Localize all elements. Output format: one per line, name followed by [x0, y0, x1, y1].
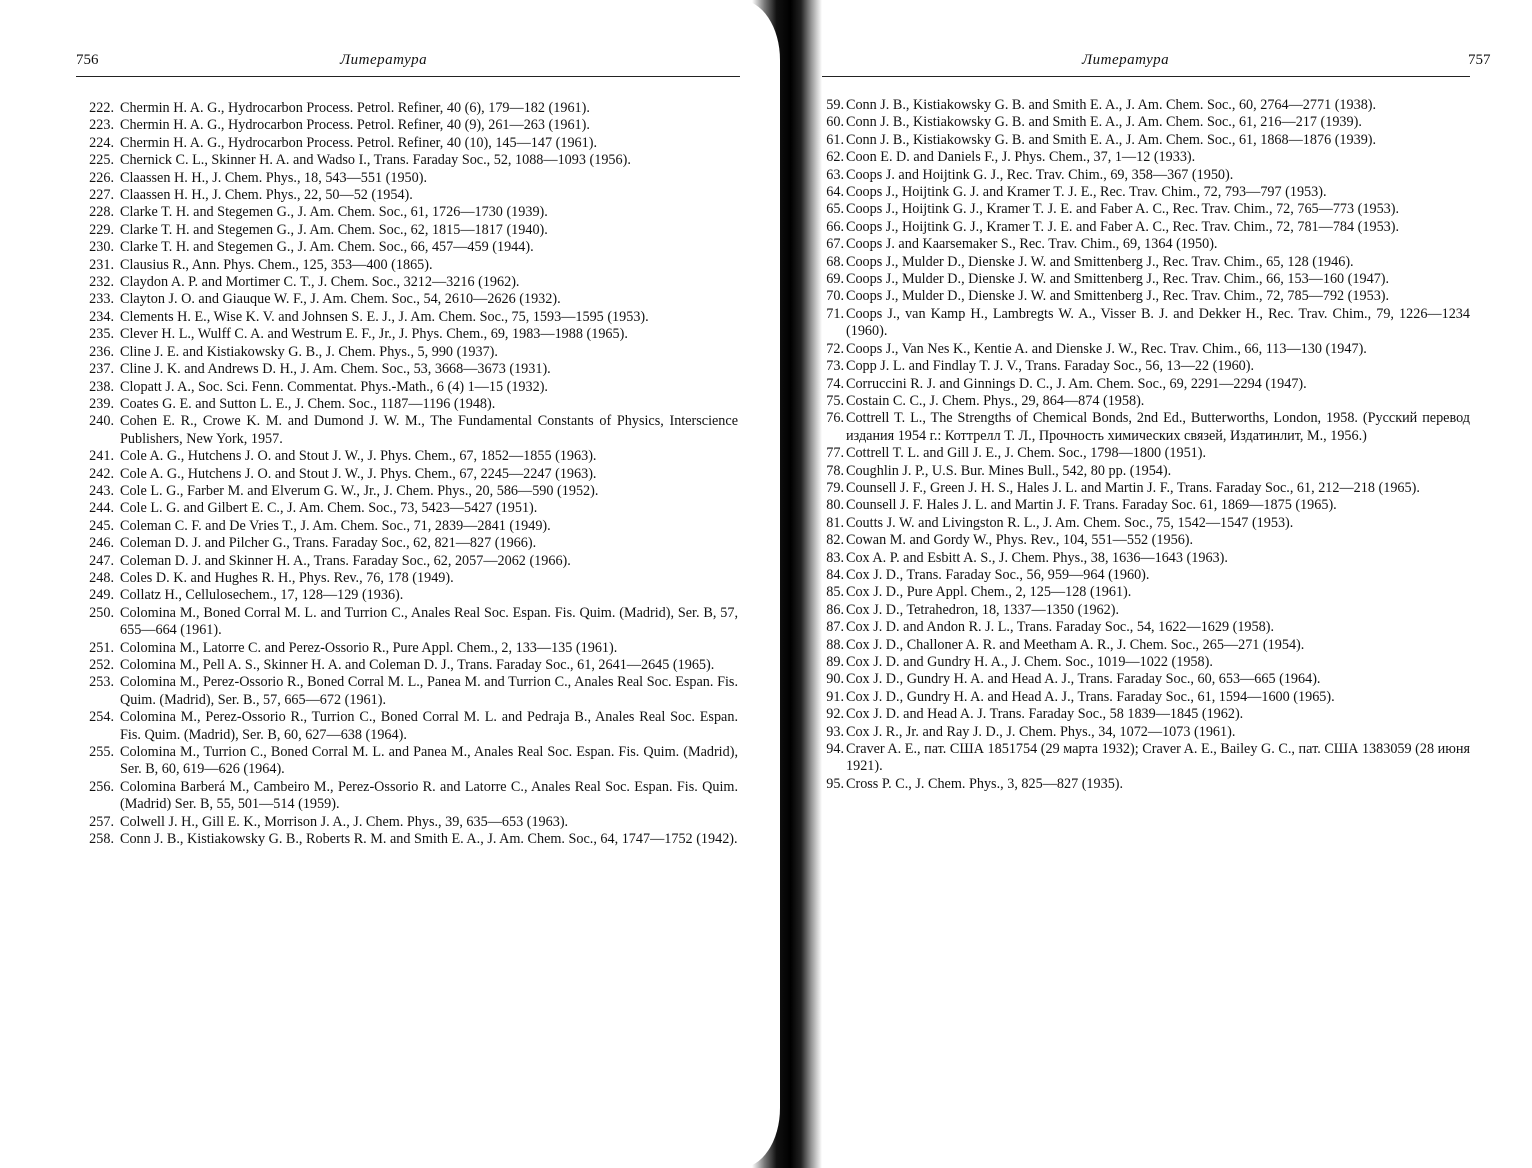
- reference-text: Coops J., Van Nes K., Kentie A. and Dienske J. W., Rec. Trav. Chim., 66, 113—130 (1947).: [846, 340, 1367, 357]
- reference-entry: [76, 553, 738, 570]
- reference-text: Coops J., Hoijtink G. J., Kramer T. J. E. and Faber A. C., Rec. Trav. Chim., 72, 781—784 (1953).: [846, 218, 1400, 235]
- reference-number: 237.: [89, 361, 114, 378]
- reference-entry: [76, 814, 738, 831]
- reference-text: Colomina M., Perez-Ossorio R., Boned Corral M. L., Panea M. and Turrion C., Anales Real Soc. Espan. Fis. Quim. (Madrid), Ser. B., 57, 665—672 (1961).: [120, 674, 738, 708]
- reference-number: 89.: [826, 654, 844, 670]
- reference-number: 66.: [826, 218, 844, 235]
- reference-entry: [76, 587, 738, 604]
- reference-text: Coon E. D. and Daniels F., J. Phys. Chem., 37, 1—12 (1933).: [846, 149, 1196, 166]
- reference-text: Cole L. G. and Gilbert E. C., J. Am. Chem. Soc., 73, 5423—5427 (1951).: [120, 500, 538, 517]
- page-number: 757: [1468, 52, 1491, 68]
- reference-number: 245.: [89, 517, 114, 534]
- reference-entry: [800, 706, 1470, 723]
- reference-entry: [76, 222, 738, 239]
- reference-number: 70.: [826, 288, 844, 305]
- reference-text: Cox J. D., Challoner A. R. and Meetham A. R., J. Chem. Soc., 265—271 (1954).: [846, 636, 1305, 653]
- reference-entry: [800, 689, 1470, 706]
- reference-text: Cox J. D., Trans. Faraday Soc., 56, 959—964 (1960).: [846, 566, 1150, 583]
- reference-text: Copp J. L. and Findlay T. J. V., Trans. Faraday Soc., 56, 13—22 (1960).: [846, 358, 1255, 375]
- reference-text: Coleman D. J. and Pilcher G., Trans. Faraday Soc., 62, 821—827 (1966).: [120, 535, 537, 552]
- reference-entry: [76, 448, 738, 465]
- reference-number: 67.: [826, 236, 844, 253]
- header-rule: [76, 76, 740, 77]
- reference-entry: [76, 709, 738, 744]
- right-page: [800, 0, 1532, 1168]
- reference-number: 232.: [89, 274, 114, 291]
- reference-text: Conn J. B., Kistiakowsky G. B., Roberts R. M. and Smith E. A., J. Am. Chem. Soc., 64, 1747—1752 (1942).: [120, 831, 738, 848]
- reference-number: 94.: [826, 741, 844, 758]
- reference-entry: [800, 776, 1470, 793]
- reference-entry: [800, 463, 1470, 480]
- reference-number: 93.: [826, 723, 844, 740]
- reference-text: Cross P. C., J. Chem. Phys., 3, 825—827 (1935).: [846, 775, 1124, 792]
- reference-entry: [76, 657, 738, 674]
- reference-entry: [800, 358, 1470, 375]
- reference-number: 90.: [826, 671, 844, 688]
- reference-number: 243.: [89, 482, 114, 499]
- reference-list: [76, 100, 738, 848]
- reference-text: Cole A. G., Hutchens J. O. and Stout J. W., J. Phys. Chem., 67, 2245—2247 (1963).: [120, 465, 597, 482]
- reference-text: Colomina M., Boned Corral M. L. and Turrion C., Anales Real Soc. Espan. Fis. Quim. (Madrid), Ser. B, 57, 655—664 (1961).: [120, 604, 738, 639]
- reference-text: Coops J., Hoijtink G. J., Kramer T. J. E. and Faber A. C., Rec. Trav. Chim., 72, 765—773 (1953).: [846, 201, 1400, 218]
- reference-number: 60.: [826, 114, 844, 131]
- reference-number: 85.: [826, 584, 844, 601]
- reference-entry: [76, 413, 738, 448]
- reference-entry: [800, 741, 1470, 776]
- reference-entry: [76, 152, 738, 169]
- reference-number: 236.: [89, 343, 114, 360]
- reference-text: Clausius R., Ann. Phys. Chem., 125, 353—400 (1865).: [120, 256, 433, 273]
- reference-text: Chermin H. A. G., Hydrocarbon Process. Petrol. Refiner, 40 (6), 179—182 (1961).: [120, 100, 590, 116]
- reference-text: Coops J., Mulder D., Dienske J. W. and Smittenberg J., Rec. Trav. Chim., 65, 128 (1946).: [846, 253, 1354, 270]
- reference-entry: [800, 480, 1470, 497]
- reference-text: Coops J., Mulder D., Dienske J. W. and Smittenberg J., Rec. Trav. Chim., 66, 153—160 (1947).: [846, 271, 1390, 288]
- reference-number: 78.: [826, 462, 844, 479]
- reference-text: Costain C. C., J. Chem. Phys., 29, 864—874 (1958).: [846, 392, 1145, 409]
- reference-number: 92.: [826, 706, 844, 723]
- reference-text: Cline J. K. and Andrews D. H., J. Am. Chem. Soc., 53, 3668—3673 (1931).: [120, 361, 551, 378]
- reference-text: Cox J. D., Pure Appl. Chem., 2, 125—128 (1961).: [846, 584, 1132, 601]
- reference-number: 234.: [89, 308, 114, 325]
- reference-number: 244.: [89, 500, 114, 517]
- reference-number: 247.: [89, 552, 114, 569]
- reference-number: 258.: [89, 831, 114, 848]
- reference-text: Clever H. L., Wulff C. A. and Westrum E. F., Jr., J. Phys. Chem., 69, 1983—1988 (1965).: [120, 326, 628, 343]
- reference-entry: [76, 135, 738, 152]
- reference-text: Colwell J. H., Gill E. K., Morrison J. A., J. Chem. Phys., 39, 635—653 (1963).: [120, 813, 569, 830]
- reference-number: 73.: [826, 358, 844, 375]
- reference-number: 238.: [89, 378, 114, 395]
- reference-entry: [800, 114, 1470, 131]
- reference-number: 251.: [89, 639, 114, 656]
- reference-text: Counsell J. F., Green J. H. S., Hales J. L. and Martin J. F., Trans. Faraday Soc., 61, 212—218 (1965).: [846, 479, 1420, 496]
- reference-number: 63.: [826, 166, 844, 183]
- reference-number: 77.: [826, 445, 844, 462]
- reference-number: 84.: [826, 566, 844, 583]
- reference-entry: [76, 274, 738, 291]
- reference-text: Cox J. D. and Gundry H. A., J. Chem. Soc., 1019—1022 (1958).: [846, 654, 1213, 670]
- reference-text: Cowan M. and Gordy W., Phys. Rev., 104, 551—552 (1956).: [846, 532, 1194, 549]
- reference-text: Cole L. G., Farber M. and Elverum G. W., Jr., J. Chem. Phys., 20, 586—590 (1952).: [120, 482, 599, 499]
- reference-entry: [800, 602, 1470, 619]
- reference-text: Clopatt J. A., Soc. Sci. Fenn. Commentat. Phys.-Math., 6 (4) 1—15 (1932).: [120, 378, 548, 395]
- reference-entry: [76, 361, 738, 378]
- reference-entry: [76, 570, 738, 587]
- reference-text: Coutts J. W. and Livingston R. L., J. Am. Chem. Soc., 75, 1542—1547 (1953).: [846, 514, 1294, 531]
- reference-text: Claydon A. P. and Mortimer C. T., J. Chem. Soc., 3212—3216 (1962).: [120, 274, 520, 291]
- reference-number: 230.: [89, 239, 114, 256]
- reference-number: 74.: [826, 375, 844, 392]
- reference-entry: [76, 500, 738, 517]
- reference-text: Clements H. E., Wise K. V. and Johnsen S. E. J., J. Am. Chem. Soc., 75, 1593—1595 (1953).: [120, 308, 649, 325]
- reference-text: Craver A. E., пат. США 1851754 (29 марта 1932); Craver A. E., Bailey G. C., пат. США 1383059 (28 июня 1921).: [846, 741, 1470, 775]
- reference-number: 62.: [826, 149, 844, 166]
- reference-number: 250.: [89, 604, 114, 621]
- reference-text: Conn J. B., Kistiakowsky G. B. and Smith E. A., J. Am. Chem. Soc., 61, 1868—1876 (1939).: [846, 131, 1377, 148]
- reference-list: [800, 97, 1470, 793]
- reference-number: 76.: [826, 410, 844, 427]
- reference-number: 65.: [826, 201, 844, 218]
- reference-entry: [76, 100, 738, 117]
- reference-number: 256.: [89, 778, 114, 795]
- reference-entry: [800, 445, 1470, 462]
- reference-number: 75.: [826, 392, 844, 409]
- reference-number: 79.: [826, 479, 844, 496]
- reference-entry: [76, 309, 738, 326]
- reference-entry: [800, 654, 1470, 671]
- reference-number: 223.: [89, 117, 114, 134]
- reference-text: Colomina M., Pell A. S., Skinner H. A. and Coleman D. J., Trans. Faraday Soc., 61, 2641—2645 (1965).: [120, 657, 715, 673]
- reference-entry: [800, 550, 1470, 567]
- reference-entry: [800, 132, 1470, 149]
- reference-entry: [800, 410, 1470, 445]
- reference-text: Collatz H., Cellulosechem., 17, 128—129 (1936).: [120, 587, 404, 604]
- reference-text: Coops J. and Kaarsemaker S., Rec. Trav. Chim., 69, 1364 (1950).: [846, 236, 1218, 253]
- reference-number: 72.: [826, 340, 844, 357]
- reference-text: Clarke T. H. and Stegemen G., J. Am. Chem. Soc., 61, 1726—1730 (1939).: [120, 204, 548, 221]
- reference-text: Cox J. D. and Andon R. J. L., Trans. Faraday Soc., 54, 1622—1629 (1958).: [846, 619, 1274, 636]
- reference-entry: [800, 619, 1470, 636]
- reference-text: Coates G. E. and Sutton L. E., J. Chem. Soc., 1187—1196 (1948).: [120, 395, 496, 412]
- reference-text: Clarke T. H. and Stegemen G., J. Am. Chem. Soc., 62, 1815—1817 (1940).: [120, 221, 548, 238]
- reference-text: Cox J. R., Jr. and Ray J. D., J. Chem. Phys., 34, 1072—1073 (1961).: [846, 723, 1236, 740]
- reference-text: Chermin H. A. G., Hydrocarbon Process. Petrol. Refiner, 40 (9), 261—263 (1961).: [120, 117, 590, 134]
- reference-text: Claassen H. H., J. Chem. Phys., 18, 543—551 (1950).: [120, 169, 427, 186]
- reference-text: Colomina M., Perez-Ossorio R., Turrion C., Boned Corral M. L. and Pedraja B., Anales Real Soc. Espan. Fis. Quim. (Madrid), Ser. B, 60, 627—638 (1964).: [120, 709, 738, 743]
- reference-entry: [800, 515, 1470, 532]
- reference-number: 257.: [89, 813, 114, 830]
- reference-entry: [76, 117, 738, 134]
- reference-entry: [800, 97, 1470, 114]
- reference-entry: [800, 532, 1470, 549]
- header-rule: [810, 76, 1470, 77]
- reference-text: Colomina M., Latorre C. and Perez-Ossorio R., Pure Appl. Chem., 2, 133—135 (1961).: [120, 639, 618, 656]
- reference-entry: [76, 344, 738, 361]
- left-page-edge: [740, 0, 780, 1168]
- reference-text: Cox A. P. and Esbitt A. S., J. Chem. Phys., 38, 1636—1643 (1963).: [846, 549, 1228, 566]
- reference-text: Chermin H. A. G., Hydrocarbon Process. Petrol. Refiner, 40 (10), 145—147 (1961).: [120, 134, 597, 151]
- running-title: Литература: [1082, 52, 1170, 68]
- reference-text: Cline J. E. and Kistiakowsky G. B., J. Chem. Phys., 5, 990 (1937).: [120, 343, 498, 360]
- reference-entry: [76, 239, 738, 256]
- reference-entry: [76, 483, 738, 500]
- reference-text: Cole A. G., Hutchens J. O. and Stout J. W., J. Phys. Chem., 67, 1852—1855 (1963).: [120, 448, 597, 465]
- running-title: Литература: [340, 52, 428, 68]
- reference-number: 95.: [826, 775, 844, 792]
- reference-text: Coughlin J. P., U.S. Bur. Mines Bull., 542, 80 pp. (1954).: [846, 462, 1172, 479]
- reference-entry: [76, 396, 738, 413]
- reference-entry: [76, 779, 738, 814]
- reference-text: Coops J., Mulder D., Dienske J. W. and Smittenberg J., Rec. Trav. Chim., 72, 785—792 (1953).: [846, 288, 1390, 305]
- reference-entry: [76, 170, 738, 187]
- reference-entry: [76, 640, 738, 657]
- reference-number: 224.: [89, 134, 114, 151]
- reference-text: Claassen H. H., J. Chem. Phys., 22, 50—52 (1954).: [120, 187, 413, 204]
- page-number: 756: [76, 52, 99, 68]
- reference-number: 235.: [89, 326, 114, 343]
- reference-entry: [76, 744, 738, 779]
- reference-text: Clarke T. H. and Stegemen G., J. Am. Chem. Soc., 66, 457—459 (1944).: [120, 239, 534, 256]
- reference-entry: [800, 254, 1470, 271]
- reference-entry: [800, 376, 1470, 393]
- reference-number: 82.: [826, 532, 844, 549]
- reference-number: 239.: [89, 395, 114, 412]
- reference-number: 69.: [826, 271, 844, 288]
- reference-text: Counsell J. F. Hales J. L. and Martin J. F. Trans. Faraday Soc. 61, 1869—1875 (1965).: [846, 497, 1337, 514]
- reference-number: 240.: [89, 413, 114, 430]
- reference-text: Coleman C. F. and De Vries T., J. Am. Chem. Soc., 71, 2839—2841 (1949).: [120, 517, 551, 534]
- reference-number: 231.: [89, 256, 114, 273]
- reference-text: Coops J., Hoijtink G. J. and Kramer T. J. E., Rec. Trav. Chim., 72, 793—797 (1953).: [846, 184, 1327, 201]
- reference-number: 252.: [89, 657, 114, 673]
- reference-number: 233.: [89, 291, 114, 308]
- reference-entry: [76, 257, 738, 274]
- reference-number: 81.: [826, 514, 844, 531]
- reference-entry: [76, 518, 738, 535]
- reference-text: Cottrell T. L. and Gill J. E., J. Chem. Soc., 1798—1800 (1951).: [846, 445, 1207, 462]
- reference-number: 253.: [89, 674, 114, 691]
- reference-text: Conn J. B., Kistiakowsky G. B. and Smith E. A., J. Am. Chem. Soc., 60, 2764—2771 (1938).: [846, 97, 1377, 113]
- reference-entry: [800, 167, 1470, 184]
- reference-entry: [76, 605, 738, 640]
- reference-number: 222.: [89, 100, 114, 116]
- reference-number: 64.: [826, 184, 844, 201]
- reference-number: 86.: [826, 601, 844, 618]
- reference-entry: [76, 535, 738, 552]
- reference-entry: [800, 184, 1470, 201]
- reference-number: 228.: [89, 204, 114, 221]
- reference-number: 225.: [89, 152, 114, 169]
- reference-text: Cox J. D., Gundry H. A. and Head A. J., Trans. Faraday Soc., 61, 1594—1600 (1965).: [846, 688, 1335, 705]
- reference-number: 91.: [826, 688, 844, 705]
- reference-text: Coops J. and Hoijtink G. J., Rec. Trav. Chim., 69, 358—367 (1950).: [846, 166, 1234, 183]
- reference-text: Coleman D. J. and Skinner H. A., Trans. Faraday Soc., 62, 2057—2062 (1966).: [120, 552, 571, 569]
- reference-text: Clayton J. O. and Giauque W. F., J. Am. Chem. Soc., 54, 2610—2626 (1932).: [120, 291, 561, 308]
- reference-number: 246.: [89, 535, 114, 552]
- reference-entry: [800, 271, 1470, 288]
- reference-text: Coops J., van Kamp H., Lambregts W. A., Visser B. J. and Dekker H., Rec. Trav. Chim., 79, 1226—1234 (1960).: [846, 305, 1470, 340]
- reference-number: 241.: [89, 448, 114, 465]
- reference-number: 229.: [89, 221, 114, 238]
- reference-text: Cottrell T. L., The Strengths of Chemical Bonds, 2nd Ed., Butterworths, London, 1958. (Русский перевод издания 1954 г.: Коттрелл Т. Л., Прочность химических связей, Издатинлит, М., 1956.): [846, 410, 1470, 444]
- reference-text: Coles D. K. and Hughes R. H., Phys. Rev., 76, 178 (1949).: [120, 569, 454, 586]
- reference-number: 68.: [826, 253, 844, 270]
- reference-entry: [800, 306, 1470, 341]
- reference-entry: [76, 831, 738, 848]
- reference-entry: [800, 393, 1470, 410]
- reference-entry: [800, 567, 1470, 584]
- reference-entry: [76, 674, 738, 709]
- reference-number: 71.: [826, 305, 844, 322]
- reference-number: 61.: [826, 131, 844, 148]
- reference-text: Cohen E. R., Crowe K. M. and Dumond J. W. M., The Fundamental Constants of Physics, Interscience Publishers, New York, 1957.: [120, 413, 738, 447]
- reference-text: Cox J. D., Gundry H. A. and Head A. J., Trans. Faraday Soc., 60, 653—665 (1964).: [846, 671, 1321, 688]
- reference-entry: [76, 379, 738, 396]
- reference-entry: [76, 187, 738, 204]
- reference-entry: [76, 326, 738, 343]
- reference-entry: [76, 204, 738, 221]
- reference-entry: [800, 341, 1470, 358]
- reference-entry: [800, 724, 1470, 741]
- reference-text: Colomina Barberá M., Cambeiro M., Perez-Ossorio R. and Latorre C., Anales Real Soc. Espan. Fis. Quim. (Madrid) Ser. B, 55, 501—514 (1959).: [120, 778, 738, 813]
- reference-number: 226.: [89, 169, 114, 186]
- reference-entry: [800, 637, 1470, 654]
- reference-number: 248.: [89, 569, 114, 586]
- reference-number: 254.: [89, 709, 114, 726]
- reference-number: 59.: [826, 97, 844, 113]
- reference-entry: [800, 149, 1470, 166]
- reference-number: 87.: [826, 619, 844, 636]
- reference-entry: [800, 584, 1470, 601]
- reference-entry: [800, 201, 1470, 218]
- reference-number: 88.: [826, 636, 844, 653]
- reference-entry: [800, 497, 1470, 514]
- reference-entry: [800, 288, 1470, 305]
- reference-text: Cox J. D. and Head A. J. Trans. Faraday Soc., 58 1839—1845 (1962).: [846, 706, 1244, 723]
- reference-entry: [800, 671, 1470, 688]
- reference-entry: [800, 219, 1470, 236]
- reference-number: 249.: [89, 587, 114, 604]
- reference-entry: [76, 291, 738, 308]
- reference-number: 83.: [826, 549, 844, 566]
- reference-text: Cox J. D., Tetrahedron, 18, 1337—1350 (1962).: [846, 601, 1120, 618]
- reference-text: Conn J. B., Kistiakowsky G. B. and Smith E. A., J. Am. Chem. Soc., 61, 216—217 (1939).: [846, 114, 1362, 131]
- reference-entry: [76, 466, 738, 483]
- reference-text: Chernick C. L., Skinner H. A. and Wadso I., Trans. Faraday Soc., 52, 1088—1093 (1956).: [120, 152, 631, 169]
- reference-number: 227.: [89, 187, 114, 204]
- reference-text: Colomina M., Turrion C., Boned Corral M. L. and Panea M., Anales Real Soc. Espan. Fis. Quim. (Madrid), Ser. B, 60, 619—626 (1964).: [120, 744, 738, 778]
- reference-text: Corruccini R. J. and Ginnings D. C., J. Am. Chem. Soc., 69, 2291—2294 (1947).: [846, 375, 1307, 392]
- reference-number: 255.: [89, 744, 114, 761]
- reference-entry: [800, 236, 1470, 253]
- reference-number: 80.: [826, 497, 844, 514]
- reference-number: 242.: [89, 465, 114, 482]
